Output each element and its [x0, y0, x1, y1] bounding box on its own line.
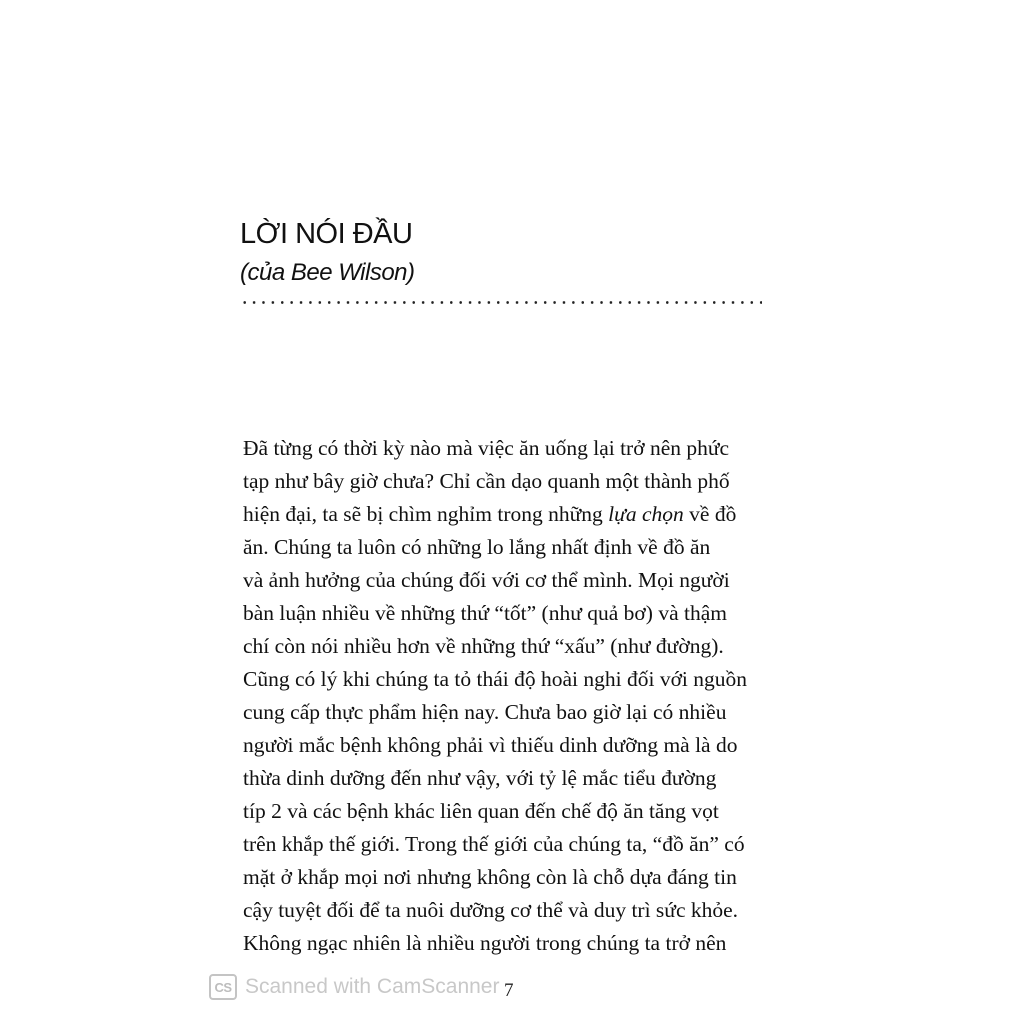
text-line: Đã từng có thời kỳ nào mà việc ăn uống lại trở nên phức — [243, 436, 730, 460]
watermark-text: Scanned with CamScanner — [245, 975, 500, 998]
body-paragraph — [243, 432, 773, 960]
text-segment: hiện đại, ta sẽ bị chìm nghỉm trong những — [243, 502, 609, 526]
text-line: cung cấp thực phẩm hiện nay. Chưa bao giờ lại có nhiều — [243, 700, 727, 724]
text-line — [243, 498, 773, 531]
camscanner-watermark — [209, 972, 499, 1002]
page-number: 7 — [504, 980, 514, 1001]
italic-phrase: lựa chọn — [608, 502, 684, 526]
dotted-divider — [240, 301, 762, 304]
text-line: mặt ở khắp mọi nơi nhưng không còn là chỗ dựa đáng tin — [243, 865, 737, 889]
text-segment: về đồ — [683, 502, 737, 526]
text-line: tạp như bây giờ chưa? Chỉ cần dạo quanh một thành phố — [243, 469, 730, 493]
text-line: trên khắp thế giới. Trong thế giới của chúng ta, “đồ ăn” có — [243, 832, 745, 856]
text-line: Cũng có lý khi chúng ta tỏ thái độ hoài nghi đối với nguồn — [243, 667, 748, 691]
text-line: típ 2 và các bệnh khác liên quan đến chế độ ăn tăng vọt — [243, 799, 719, 823]
camscanner-logo-icon: CS — [209, 974, 237, 1000]
text-line: cậy tuyệt đối để ta nuôi dưỡng cơ thể và duy trì sức khỏe. — [243, 898, 739, 922]
text-line: ăn. Chúng ta luôn có những lo lắng nhất định về đồ ăn — [243, 535, 711, 559]
text-line: và ảnh hưởng của chúng đối với cơ thể mình. Mọi người — [243, 568, 730, 592]
chapter-heading: LỜI NÓI ĐẦU — [240, 218, 413, 250]
text-line: Không ngạc nhiên là nhiều người trong chúng ta trở nên — [243, 931, 727, 955]
text-line: thừa dinh dưỡng đến như vậy, với tỷ lệ mắc tiểu đường — [243, 766, 717, 790]
text-line: bàn luận nhiều về những thứ “tốt” (như quả bơ) và thậm — [243, 601, 727, 625]
chapter-author: (của Bee Wilson) — [240, 259, 415, 286]
text-line: chí còn nói nhiều hơn về những thứ “xấu” (như đường). — [243, 634, 724, 658]
text-line: người mắc bệnh không phải vì thiếu dinh dưỡng mà là do — [243, 733, 738, 757]
